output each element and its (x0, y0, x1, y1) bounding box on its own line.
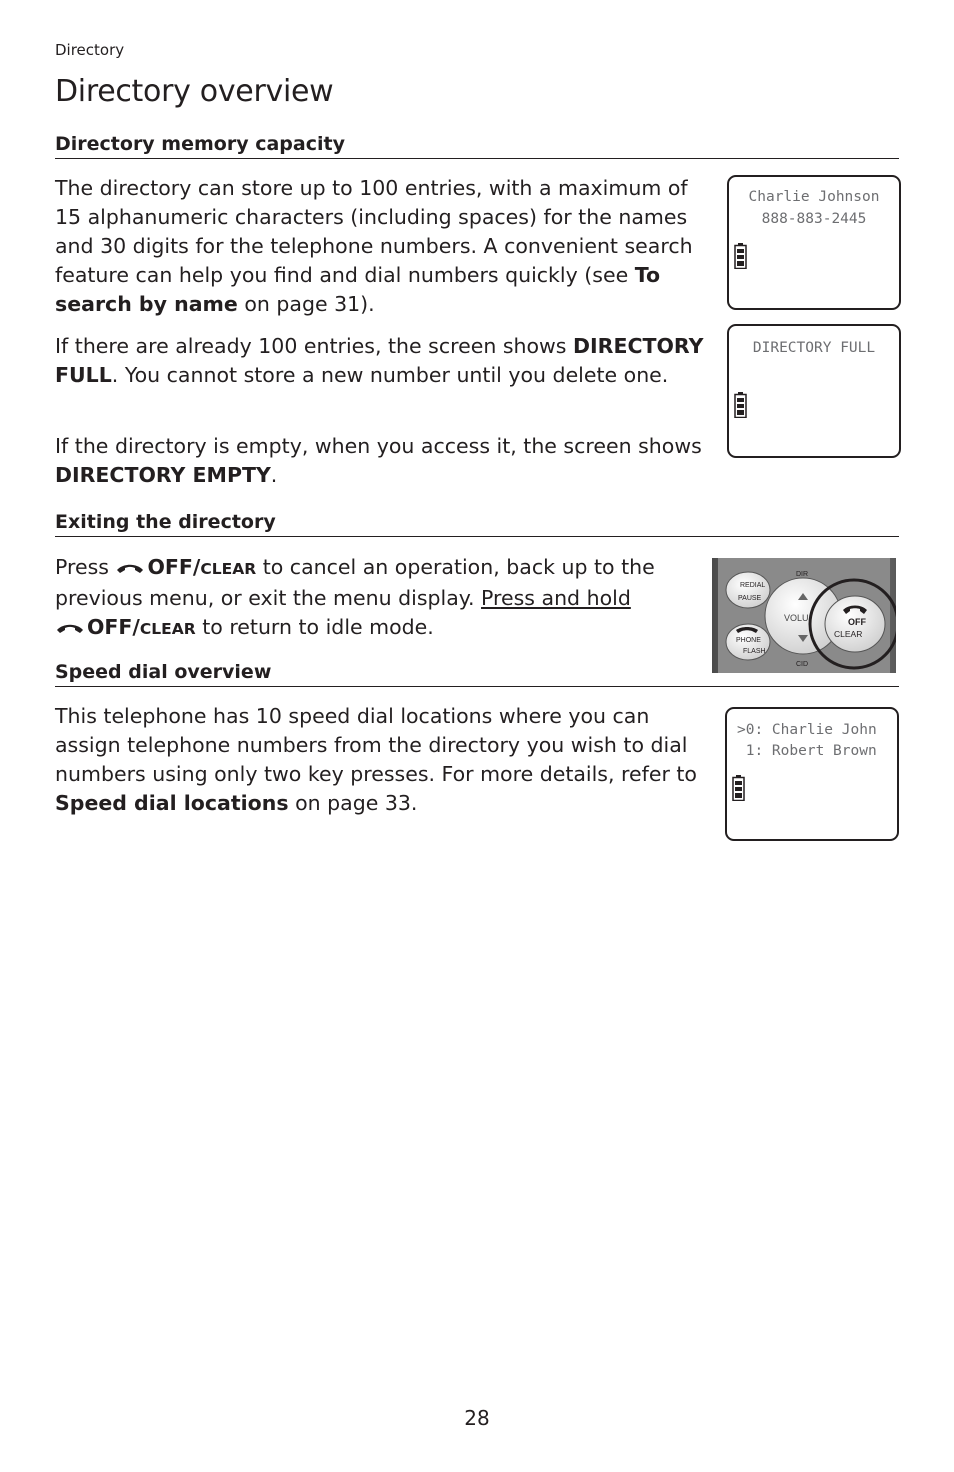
clear-key-label: CLEAR (200, 560, 257, 578)
directory-full-term: DIRECTORY FULL (55, 334, 704, 387)
paragraph-directory-empty (55, 432, 710, 490)
page-number: 28 (464, 1406, 490, 1430)
paragraph-directory-full (55, 332, 710, 390)
clear-key-label: CLEAR (139, 620, 196, 638)
battery-icon (734, 392, 747, 418)
empty-text-tail: . (270, 463, 278, 487)
lcd-line-speed-dial-1: 1: Robert Brown (737, 743, 877, 759)
paragraph-capacity (55, 174, 710, 319)
pause-label: PAUSE (738, 595, 762, 602)
section-heading-speed-dial: Speed dial overview (55, 661, 899, 687)
lcd-screen-directory-full (727, 324, 901, 458)
off-key-label: OFF/ (87, 615, 140, 639)
off-key-label: OFF/ (147, 555, 201, 579)
speed-dial-text-tail: on page 33. (288, 791, 418, 815)
lcd-screen-contact (727, 175, 901, 310)
search-by-name-reference: To search by name (55, 263, 661, 316)
section-heading-memory-capacity: Directory memory capacity (55, 133, 899, 159)
cid-label: CID (796, 661, 809, 668)
speed-dial-locations-reference: Speed dial locations (55, 791, 289, 815)
flash-label: FLASH (743, 648, 766, 655)
clear-label: CLEAR (834, 629, 863, 639)
full-text: If there are already 100 entries, the screen shows (55, 334, 574, 358)
press-text: Press (55, 555, 116, 579)
paragraph-speed-dial (55, 702, 710, 818)
redial-pause-button (726, 572, 770, 608)
lcd-line-number: 888-883-2445 (761, 211, 867, 227)
capacity-text: The directory can store up to 100 entries, with a maximum of 15 alphanumeric characters (including spaces) for the names and 30 digits for the telephone numbers. A convenient search feature can help you find and dial numbers quickly (see (55, 176, 693, 287)
paragraph-exiting (55, 553, 700, 644)
phone-hangup-icon (55, 621, 85, 635)
handset-keypad-illustration (712, 558, 896, 673)
off-label: OFF (848, 617, 866, 627)
dir-label: DIR (796, 571, 809, 578)
speed-dial-text: This telephone has 10 speed dial locations where you can assign telephone numbers from the directory you wish to dial numbers using only two key presses. For more details, refer to (55, 704, 697, 786)
running-header: Directory (55, 41, 125, 59)
full-text-tail: . You cannot store a new number until you delete one. (111, 363, 669, 387)
lcd-line-message: DIRECTORY FULL (752, 340, 876, 356)
volume-label: VOLU (784, 613, 809, 623)
battery-icon (734, 243, 747, 269)
lcd-line-speed-dial-0: >0: Charlie John (737, 722, 877, 738)
exiting-text: to cancel an operation, back up to the previous menu, or exit the menu display. (55, 555, 655, 610)
redial-label: REDIAL (740, 582, 766, 589)
battery-icon (732, 775, 745, 801)
page-title: Directory overview (55, 74, 334, 109)
directory-empty-term: DIRECTORY EMPTY (55, 463, 271, 487)
press-and-hold-text: Press and hold (481, 586, 631, 610)
phone-label: PHONE (736, 637, 761, 644)
section-heading-exiting: Exiting the directory (55, 511, 899, 537)
empty-text: If the directory is empty, when you access it, the screen shows (55, 434, 702, 458)
lcd-screen-speed-dial (725, 707, 899, 841)
phone-hangup-icon (115, 561, 145, 575)
lcd-line-name: Charlie Johnson (748, 189, 880, 205)
capacity-text-tail: on page 31). (237, 292, 375, 316)
exiting-text-tail: to return to idle mode. (195, 615, 434, 639)
